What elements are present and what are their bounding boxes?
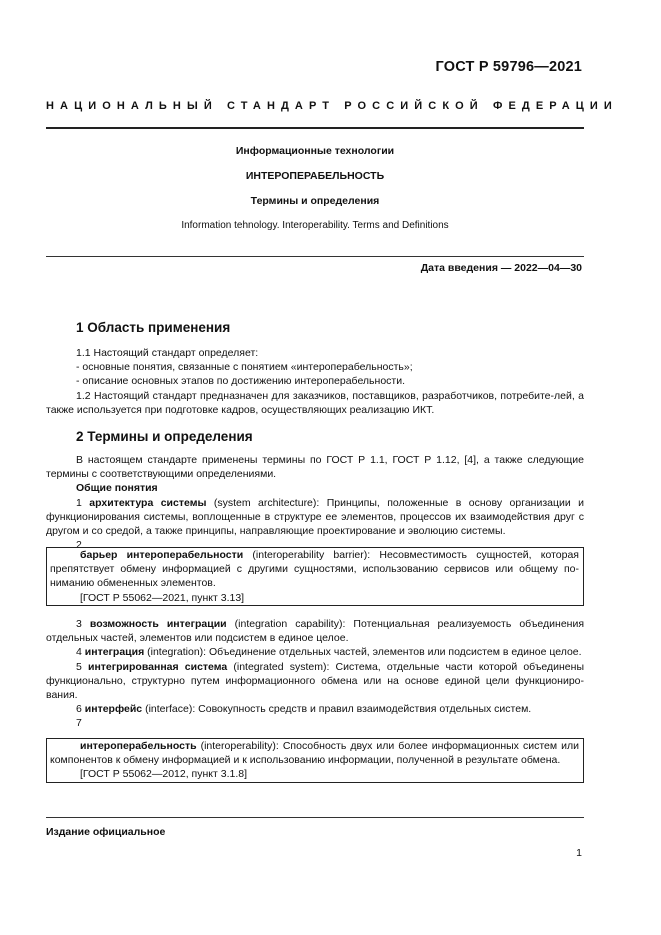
- term-reference: [ГОСТ Р 55062—2012, пункт 3.1.8]: [80, 768, 248, 781]
- section-1-body: [46, 346, 584, 417]
- section-2-heading: 2 Термины и определения: [76, 429, 253, 444]
- term-definition: (interface): Совокупность средств и правил взаимодействия отдельных систем.: [142, 703, 532, 716]
- term-box-2: [46, 547, 584, 606]
- term-definition: (integration): Объединение отдельных частей, элементов или подсистем в единое целое.: [144, 646, 582, 659]
- page-number: 1: [576, 847, 582, 859]
- term-number-7: 7: [76, 717, 82, 730]
- term-entry-4: [46, 645, 584, 659]
- term-name: барьер интероперабельности: [80, 549, 244, 561]
- standard-number: ГОСТ Р 59796—2021: [435, 59, 582, 75]
- term-name: интерфейс: [84, 703, 143, 716]
- term-box-7: [46, 738, 584, 783]
- term-entry-5: [46, 660, 584, 703]
- term-name: архитектура системы: [89, 496, 207, 509]
- term-entry-1: [46, 496, 584, 539]
- section-1-heading: 1 Область применения: [76, 320, 231, 335]
- term-definition: (interoperability): Способность двух или более информационных систем или компонентов к обмену информацией и к использованию информации, полученной в результате обмена.: [50, 740, 579, 767]
- section-1-paragraph: - основные понятия, связанные с понятием «интероперабельность»;: [76, 361, 413, 374]
- term-number-2: 2: [76, 539, 82, 552]
- term-reference: [ГОСТ Р 55062—2021, пункт 3.13]: [80, 591, 245, 604]
- term-number: 4: [76, 646, 85, 659]
- term-entry-2: [47, 548, 583, 591]
- term-entry-3: [46, 617, 584, 645]
- general-concepts-heading: Общие понятия: [76, 482, 158, 495]
- term-number: 6: [76, 703, 85, 716]
- title-group: Информационные технологии: [235, 145, 395, 157]
- section-1-paragraph: 1.2 Настоящий стандарт предназначен для заказчиков, поставщиков, разработчиков, потребите-лей, а также используется при подготовке кадров, осуществляющих реализацию ИКТ.: [46, 389, 584, 416]
- term-number: 5: [76, 660, 88, 673]
- term-name: интегрированная система: [87, 660, 228, 673]
- term-definition: (integration capability): Потенциальная реализуемость объединения отдельных частей, элементов или подсистем в единое целое.: [46, 618, 585, 645]
- term-name: интеграция: [84, 646, 145, 659]
- term-number: 3: [76, 618, 90, 630]
- section-2-intro: В настоящем стандарте применены термины по ГОСТ Р 1.1, ГОСТ Р 1.12, [4], а также следующие термины с соответствующими определениями.: [46, 454, 584, 481]
- footer-divider: [46, 817, 584, 818]
- term-definition: (interoperability barrier): Несовместимость сущностей, которая препятствует обмену информацией с другими сущностями, использованию сервисов или общему по-ниманию обмененных элементов.: [50, 549, 579, 590]
- term-entry-6: [46, 702, 584, 716]
- national-standard-banner: НАЦИОНАЛЬНЫЙ СТАНДАРТ РОССИЙСКОЙ ФЕДЕРАЦИИ: [46, 100, 618, 112]
- header-divider: [46, 127, 584, 129]
- section-1-paragraph: 1.1 Настоящий стандарт определяет:: [76, 347, 259, 359]
- term-name: интероперабельность: [80, 740, 197, 752]
- term-entry-7: [47, 739, 583, 767]
- title-main: ИНТЕРОПЕРАБЕЛЬНОСТЬ: [245, 170, 385, 182]
- title-english: Information tehnology. Interoperability. Terms and Definitions: [181, 220, 449, 231]
- term-name: возможность интеграции: [89, 618, 227, 630]
- section-2-body: [46, 453, 584, 552]
- title-sub: Термины и определения: [250, 195, 380, 207]
- date-divider: [46, 256, 584, 257]
- term-number: 1: [76, 496, 90, 509]
- official-edition-label: Издание официальное: [46, 826, 166, 838]
- section-1-paragraph: - описание основных этапов по достижению интероперабельности.: [76, 375, 406, 388]
- term-definition: (system architecture): Принципы, положенные в основу организации и функционирования системы, воплощенные в структуре ее элементов, процессов их взаимодействия друг с другом и со средой, а также принципы, направляющие проектирование и эволюцию системы.: [46, 496, 585, 538]
- term-definition: (integrated system): Система, отдельные части которой объединены функционально, структурно путем информационного обмена или на основе единой цели функциониро-вания.: [46, 660, 584, 702]
- introduction-date: Дата введения — 2022—04—30: [420, 262, 582, 274]
- section-2-body-cont: [46, 617, 584, 731]
